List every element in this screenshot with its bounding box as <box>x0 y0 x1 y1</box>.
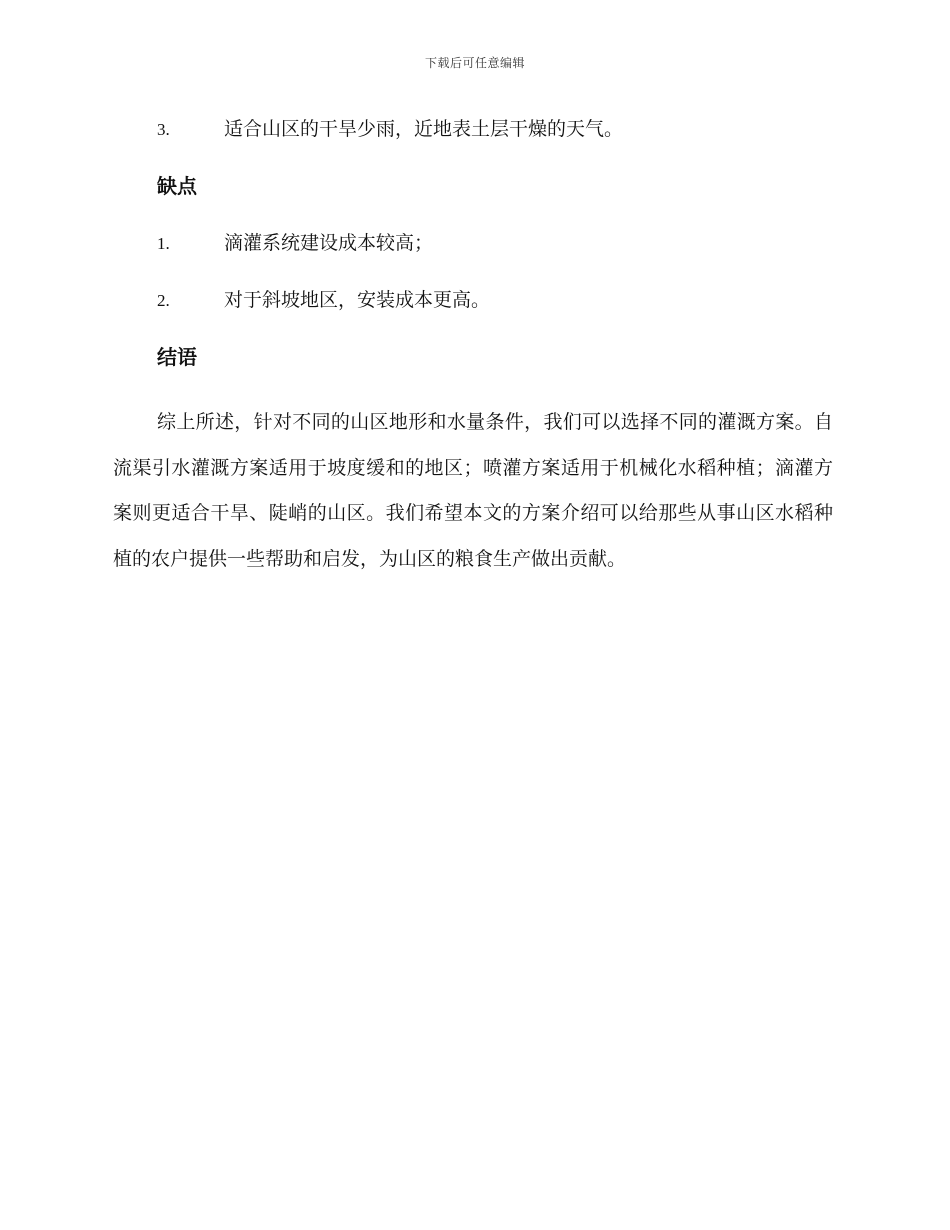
list-number: 2. <box>157 291 170 310</box>
list-item <box>157 115 623 144</box>
section-heading-conclusion: 结语 <box>157 345 197 369</box>
list-text: 适合山区的干旱少雨，近地表土层干燥的天气。 <box>224 118 624 140</box>
page-header: 下载后可任意编辑 <box>424 56 525 70</box>
conclusion-paragraph: 综上所述，针对不同的山区地形和水量条件，我们可以选择不同的灌溉方案。自流渠引水灌溉方案适用于坡度缓和的地区；喷灌方案适用于机械化水稻种植；滴灌方案则更适合干旱、陡峭的山区。我们希望本文的方案介绍可以给那些从事山区水稻种植的农户提供一些帮助和启发，为山区的粮食生产做出贡献。 <box>113 411 833 570</box>
list-text: 对于斜坡地区，安装成本更高。 <box>224 289 491 311</box>
section-heading-disadvantages: 缺点 <box>157 174 197 198</box>
list-item <box>157 229 433 258</box>
list-item <box>157 286 490 315</box>
list-number: 1. <box>157 234 170 253</box>
list-number: 3. <box>157 120 170 139</box>
list-text: 滴灌系统建设成本较高； <box>224 232 434 254</box>
